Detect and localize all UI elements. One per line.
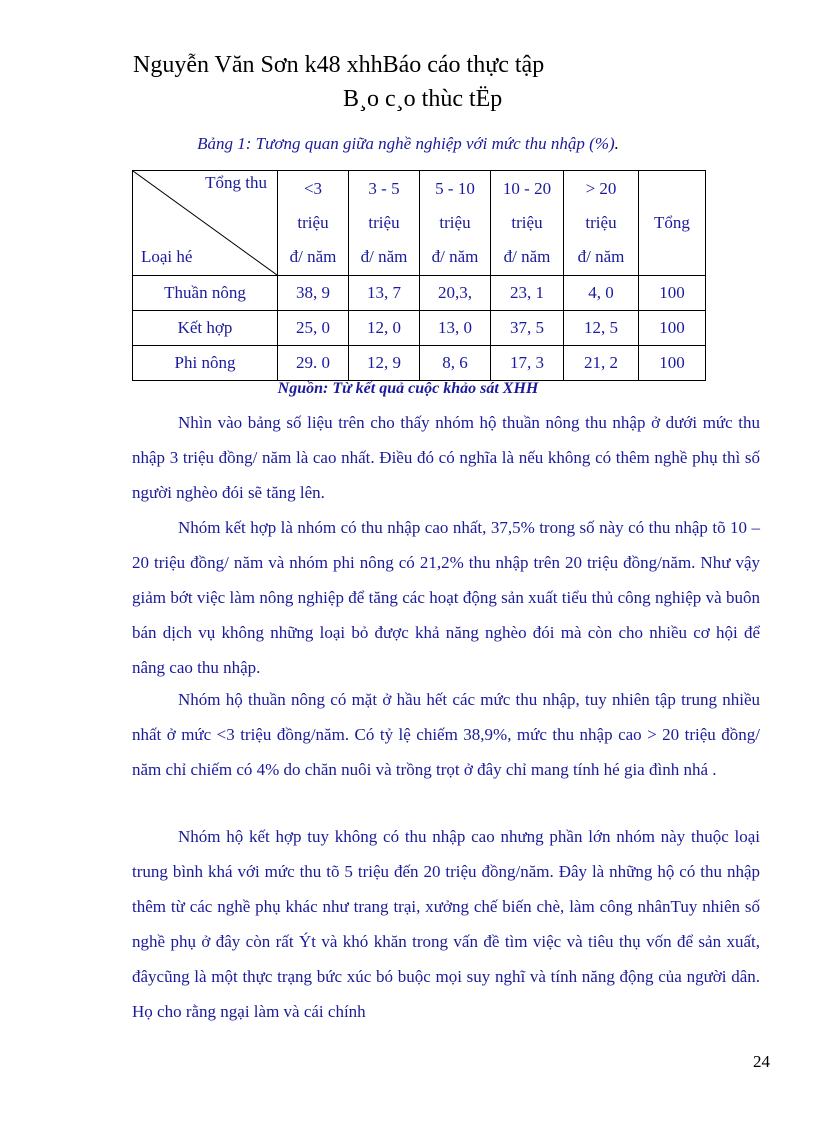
table-cell: 4, 0 xyxy=(564,276,639,311)
column-header xyxy=(491,171,564,276)
table-cell: 29. 0 xyxy=(278,346,349,381)
body-paragraph: Nhóm hộ kết hợp tuy không có thu nhập cao nhưng phần lớn nhóm này thuộc loại trung bình khá với mức thu tõ 5 triệu đến 20 triệu đồng/năm. Đây là những hộ có thu nhập thêm từ các nghề phụ khác như trang trại, xưởng chế biến chè, làm công nhânTuy nhiên số nghề phụ ở đây còn rất Ýt và khó khăn trong vấn đề tìm việc và tiêu thụ vốn để sản xuất, đâycũng là một thực trạng bức xúc bó buộc mọi suy nghĩ và tính năng động của người dân. Họ cho rằng ngại làm và cái chính xyxy=(132,827,760,1021)
column-header-per-year: đ/ năm xyxy=(503,247,551,266)
table-row xyxy=(133,346,706,381)
column-header-unit: triệu xyxy=(297,213,329,232)
column-header-range: 10 - 20 xyxy=(502,179,552,198)
page-number: 24 xyxy=(753,1052,770,1071)
table-cell: 13, 0 xyxy=(420,311,491,346)
column-header-range: 5 - 10 xyxy=(435,179,475,198)
corner-label-income: Tổng thu xyxy=(205,173,267,192)
column-header-range: > 20 xyxy=(585,179,617,198)
table-cell: 8, 6 xyxy=(420,346,491,381)
column-header-per-year: đ/ năm xyxy=(431,247,479,266)
table-cell: 12, 9 xyxy=(349,346,420,381)
column-header-unit: triệu xyxy=(368,213,400,232)
table-corner-cell xyxy=(133,171,278,276)
row-label: Phi nông xyxy=(133,346,278,381)
body-paragraph: Nhóm kết hợp là nhóm có thu nhập cao nhất, 37,5% trong số này có thu nhập tõ 10 – 20 triệu đồng/ năm và nhóm phi nông có 21,2% thu nhập trên 20 triệu đồng/năm. Như vậy giảm bớt việc làm nông nghiệp để tăng các hoạt động sản xuất tiểu thủ công nghiệp và buôn bán dịch vụ không những loại bỏ được khả năng nghèo đói mà còn cho nhiều cơ hội để nâng cao thu nhập. xyxy=(132,518,760,677)
table-cell: 38, 9 xyxy=(278,276,349,311)
column-header-unit: triệu xyxy=(585,213,617,232)
column-header xyxy=(420,171,491,276)
income-occupation-table xyxy=(132,170,706,381)
table-cell: 13, 7 xyxy=(349,276,420,311)
row-label: Kết hợp xyxy=(133,311,278,346)
column-header-unit: triệu xyxy=(511,213,543,232)
column-header xyxy=(349,171,420,276)
column-header-per-year: đ/ năm xyxy=(577,247,625,266)
table-caption xyxy=(0,134,816,154)
table-row xyxy=(133,276,706,311)
column-header-range: <3 xyxy=(303,179,323,198)
table-cell: 37, 5 xyxy=(491,311,564,346)
table-header-row xyxy=(133,171,706,276)
body-paragraph: Nhìn vào bảng số liệu trên cho thấy nhóm hộ thuần nông thu nhập ở dưới mức thu nhập 3 triệu đồng/ năm là cao nhất. Điều đó có nghĩa là nếu không có thêm nghề phụ thì số người nghèo đói sẽ tăng lên. xyxy=(132,413,760,502)
column-header-range: 3 - 5 xyxy=(368,179,400,198)
corner-label-household-type: Loại hé xyxy=(141,247,193,266)
table-cell: 12, 5 xyxy=(564,311,639,346)
table-cell: 25, 0 xyxy=(278,311,349,346)
column-header xyxy=(278,171,349,276)
table-cell: 17, 3 xyxy=(491,346,564,381)
column-header-total: Tổng xyxy=(639,171,706,276)
column-header xyxy=(564,171,639,276)
table-cell: 23, 1 xyxy=(491,276,564,311)
column-header-unit: triệu xyxy=(439,213,471,232)
row-label: Thuần nông xyxy=(133,276,278,311)
table-cell: 20,3, xyxy=(420,276,491,311)
row-total: 100 xyxy=(639,276,706,311)
document-header-title: Nguyễn Văn Sơn k48 xhhBáo cáo thực tập xyxy=(133,52,545,78)
table-caption-period: . xyxy=(614,134,619,153)
table-source-note: Nguồn: Từ kết quả cuộc khảo sát XHH xyxy=(277,380,539,397)
row-total: 100 xyxy=(639,311,706,346)
table-row xyxy=(133,311,706,346)
table-cell: 12, 0 xyxy=(349,311,420,346)
table-caption-text: Bảng 1: Tương quan giữa nghề nghiệp với mức thu nhập (%) xyxy=(197,134,615,153)
column-header-per-year: đ/ năm xyxy=(360,247,408,266)
table-cell: 21, 2 xyxy=(564,346,639,381)
body-paragraph: Nhóm hộ thuần nông có mặt ở hầu hết các mức thu nhập, tuy nhiên tập trung nhiều nhất ở mức <3 triệu đồng/năm. Có tỷ lệ chiếm 38,9%, mức thu nhập cao > 20 triệu đồng/ năm chỉ chiếm có 4% do chăn nuôi và trồng trọt ở đây chỉ mang tính hé gia đình nhá . xyxy=(132,690,760,779)
document-header-subtitle: B¸o c¸o thùc tËp xyxy=(343,86,503,112)
column-header-per-year: đ/ năm xyxy=(289,247,337,266)
row-total: 100 xyxy=(639,346,706,381)
